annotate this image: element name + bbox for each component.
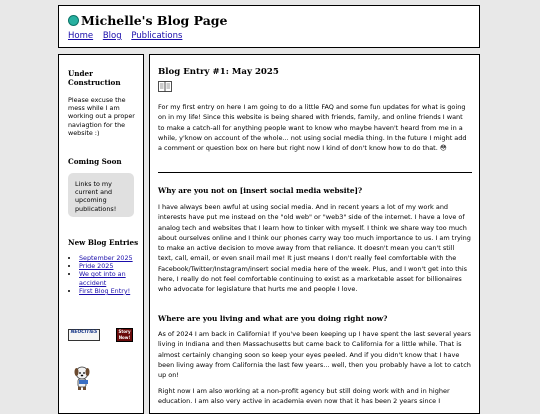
faq-question-social-media: Why are you not on [insert social media website]? xyxy=(158,186,363,195)
intro-paragraph: For my first entry on here I am going to do a little FAQ and some fun updates for what is going on in my life! Since this website is being shared with friends, family, and online friends I want to make a catch-all for anything people want to know who maybe haven't heard from me in a while, y'know on account of the whole... not using social media thing. In the future I might add a comment or question box on here but right now I kind of don't know how to do that. 😳 xyxy=(158,103,467,153)
section-divider xyxy=(158,172,472,173)
entry-link-september-2025[interactable]: September 2025 xyxy=(79,254,133,262)
site-title: Michelle's Blog Page xyxy=(81,13,228,28)
new-entries-list xyxy=(68,254,144,295)
title-row xyxy=(68,13,228,28)
under-construction-heading: Under Construction xyxy=(68,69,121,87)
book-icon xyxy=(158,81,172,92)
faq-answer-work: Right now I am also working at a non-profit agency but still doing work with and in higher education. I am also very active in academia even now that it has been 2 years since I xyxy=(158,387,450,406)
list-item xyxy=(79,270,144,286)
dog-mascot-icon xyxy=(70,364,94,392)
under-construction-text: Please excuse the mess while I am working out a proper naviagtion for the website :) xyxy=(68,96,135,137)
entry-link-accident[interactable]: We got into an accident xyxy=(79,270,126,287)
list-item xyxy=(79,254,144,262)
entry-link-first-blog-entry[interactable]: First Blog Entry! xyxy=(79,286,131,295)
nav-publications-link[interactable]: Publications xyxy=(131,31,183,41)
nav-home-link[interactable]: Home xyxy=(68,31,94,41)
new-entries-heading: New Blog Entries xyxy=(68,238,139,247)
faq-answer-living: As of 2024 I am back in California! If you've been keeping up I have spent the last several years living in Indiana and then Massachusetts but came back to California for a little while. That is almost certainly changing soon so keep your eyes peeled. And if you didn't know that I have been living away from California the last few years... well, then you probably have a lot to catch up on! xyxy=(158,330,471,380)
coming-soon-text: Links to my current and upcoming publications! xyxy=(75,180,117,213)
blog-entry xyxy=(149,54,480,414)
site-header xyxy=(58,5,480,48)
faq-question-living: Where are you living and what are you doing right now? xyxy=(158,314,388,323)
list-item xyxy=(79,287,144,295)
story-now-badge-text: Story Now! xyxy=(118,329,131,340)
faq-answer-social-media: I have always been awful at using social media. And in recent years a lot of my work and interests have put me instead on the "old web" or "web3" side of the internet. I have a love of analog tech and websites that I learn how to tinker with myself. I think we share way too much about ourselves online and I think our phones carry way too much importance to us. I am trying to make an active decision to move away from that reliance. It doesn't mean you can't still text, call, email, or even snail mail me! It just means I don't really feel comfortable with the Facebook/Twitter/Instagram/insert social media here of the week. Plus, and I won't get into this here, I really do not feel comfortable continuing to exist as a marketable asset for billionaires who advocate for legislature that hurts me and people I love. xyxy=(158,203,471,294)
neocities-badge-text: NEOCITIES xyxy=(70,330,98,335)
story-now-badge[interactable] xyxy=(116,328,133,342)
entry-title: Blog Entry #1: May 2025 xyxy=(158,67,279,77)
globe-icon xyxy=(68,15,79,26)
neocities-badge[interactable] xyxy=(68,329,100,341)
coming-soon-heading: Coming Soon xyxy=(68,157,122,166)
main-nav xyxy=(68,31,189,41)
list-item xyxy=(79,262,144,270)
sidebar xyxy=(58,54,144,414)
coming-soon-box xyxy=(68,173,134,217)
nav-blog-link[interactable]: Blog xyxy=(102,31,122,41)
entry-link-pride-2025[interactable]: Pride 2025 xyxy=(79,262,114,271)
